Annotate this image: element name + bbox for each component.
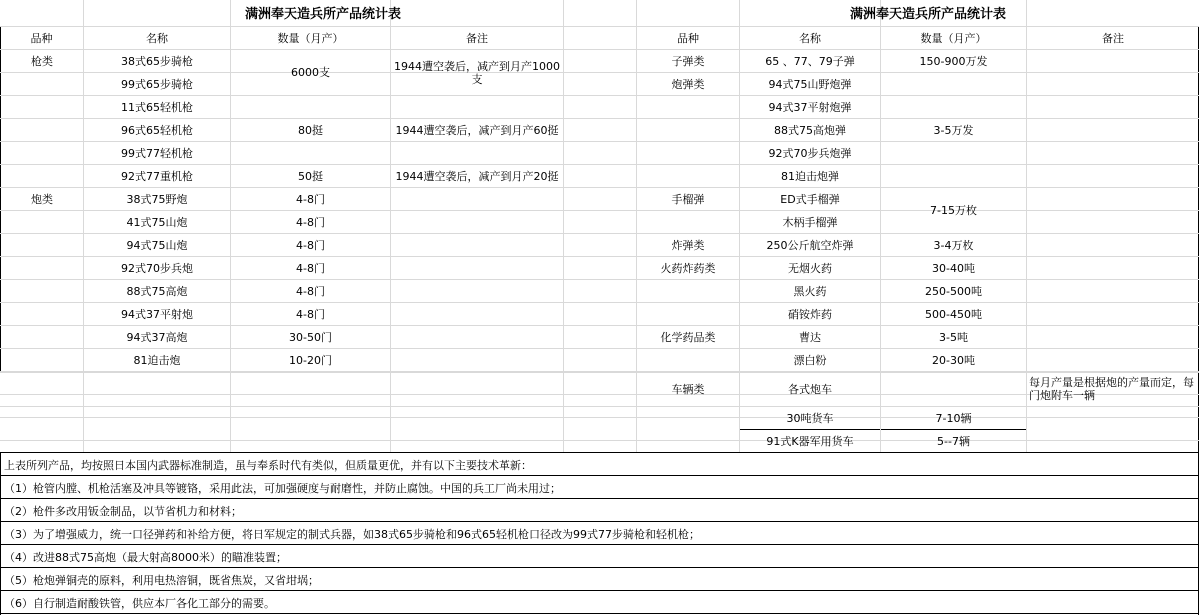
- right-quantity: 7-10辆: [935, 411, 972, 425]
- left-quantity: 4-8门: [296, 238, 325, 252]
- right-category: 手榴弹: [671, 192, 705, 206]
- left-name: 11式65轻机枪: [121, 100, 193, 114]
- right-header-remark: 备注: [1102, 31, 1124, 45]
- grid-line: [0, 372, 1199, 373]
- merge-mask: [637, 349, 739, 350]
- right-name: 漂白粉: [793, 353, 827, 367]
- right-name: ED式手榴弹: [780, 192, 840, 206]
- left-quantity: 4-8门: [296, 192, 325, 206]
- right-category: 火药炸药类: [660, 261, 716, 275]
- right-quantity: 250-500吨: [925, 284, 982, 298]
- note-line: （3）为了增强威力，统一口径弹药和补给方便，将日军规定的制式兵器，如38式65步骑枪和96式65轻机枪口径改为99式77步骑枪和轻机枪；: [4, 527, 700, 541]
- right-quantity: 500-450吨: [925, 307, 982, 321]
- left-category-artillery: 炮类: [31, 192, 53, 206]
- left-name: 41式75山炮: [126, 215, 188, 229]
- right-name: 250公斤航空炸弹: [766, 238, 854, 252]
- right-quantity: 7-15万枚: [930, 204, 977, 217]
- note-line: （6）自行制造耐酸铁管，供应本厂各化工部分的需要。: [4, 596, 275, 610]
- right-category: 炸弹类: [671, 238, 705, 252]
- right-category: 炮弹类: [671, 77, 705, 91]
- merge-mask: [637, 119, 739, 120]
- note-line: （1）枪管内膛、机枪活塞及冲具等镀铬，采用此法，可加强硬度与耐磨性，并防止腐蚀。中国的兵工厂尚未用过；: [4, 481, 561, 495]
- right-name: 94式37平射炮弹: [768, 100, 852, 114]
- right-quantity: 3-5万发: [933, 123, 974, 137]
- left-category-guns: 枪类: [31, 54, 53, 68]
- left-remark: 1944遭空袭后，减产到月产60挺: [395, 123, 559, 137]
- right-quantity: 30-40吨: [932, 261, 975, 275]
- note-line: （2）枪件多改用钣金制品，以节省机力和材料；: [4, 504, 242, 518]
- right-quantity: 20-30吨: [932, 353, 975, 367]
- left-remark: 1944遭空袭后，减产到月产1000支: [394, 59, 560, 86]
- merge-mask: [637, 407, 739, 408]
- left-header-quantity: 数量（月产）: [277, 31, 344, 45]
- left-header-category: 品种: [30, 31, 53, 45]
- left-quantity: 4-8门: [296, 215, 325, 229]
- left-remark: 1944遭空袭后，减产到月产20挺: [395, 169, 559, 183]
- left-name: 81迫击炮: [133, 353, 181, 367]
- table-border: [0, 26, 1, 372]
- merge-mask: [637, 303, 739, 304]
- right-remark: 每月产量是根据炮的产量而定，每门炮附车一辆: [1029, 376, 1194, 402]
- left-name: 92式77重机枪: [121, 169, 193, 183]
- grid-line: [0, 371, 1199, 372]
- merge-mask: [637, 96, 739, 97]
- right-name: 88式75高炮弹: [774, 123, 846, 137]
- left-table-title: 满洲奉天造兵所产品统计表: [244, 7, 401, 22]
- left-quantity: 10-20门: [289, 353, 332, 367]
- right-quantity: 5--7辆: [937, 434, 970, 448]
- left-name: 94式37高炮: [126, 330, 188, 344]
- right-name: 曹达: [799, 330, 821, 344]
- left-name: 94式75山炮: [126, 238, 188, 252]
- table-border: [739, 452, 1027, 453]
- right-quantity: 3-5吨: [939, 330, 968, 344]
- right-name: 94式75山野炮弹: [768, 77, 852, 91]
- left-quantity: 4-8门: [296, 261, 325, 275]
- right-name: 65 、77、79子弹: [765, 54, 855, 68]
- right-header-category: 品种: [677, 31, 699, 45]
- note-line: 上表所列产品，均按照日本国内武器标准制造，虽与奉系时代有类似，但质量更优，并有以下主要技术革新：: [4, 458, 532, 472]
- right-name: 91式K器军用货车: [766, 434, 854, 448]
- grid-line: [563, 0, 564, 452]
- right-quantity: 3-4万枚: [933, 238, 974, 252]
- left-quantity: 80挺: [298, 123, 323, 137]
- left-name: 94式37平射炮: [121, 307, 193, 321]
- right-category: 子弹类: [671, 54, 705, 68]
- note-line: （5）枪炮弹铜壳的原料，利用电热溶铜，既省焦炭，又省坩埚；: [4, 573, 319, 587]
- left-quantity: 4-8门: [296, 307, 325, 321]
- left-name: 38式75野炮: [126, 192, 188, 206]
- left-header-name: 名称: [146, 31, 168, 45]
- merge-mask: [637, 165, 739, 166]
- merge-mask: [637, 430, 739, 431]
- left-quantity: 50挺: [298, 169, 323, 183]
- right-category: 车辆类: [671, 382, 705, 396]
- right-quantity: 150-900万发: [919, 54, 988, 68]
- left-quantity: 30-50门: [289, 330, 332, 344]
- right-name: 各式炮车: [788, 382, 832, 396]
- right-category: 化学药品类: [660, 330, 716, 344]
- right-name: 30吨货车: [786, 411, 834, 425]
- right-header-quantity: 数量（月产）: [920, 31, 987, 45]
- right-table-title: 满洲奉天造兵所产品统计表: [849, 7, 1006, 22]
- right-name: 硝铵炸药: [788, 307, 832, 321]
- right-name: 无烟火药: [788, 261, 832, 275]
- right-name: 黑火药: [793, 284, 827, 298]
- right-name: 92式70步兵炮弹: [768, 146, 852, 160]
- merge-mask: [637, 280, 739, 281]
- right-name: 木柄手榴弹: [782, 215, 838, 229]
- left-name: 99式77轻机枪: [121, 146, 193, 160]
- left-name: 96式65轻机枪: [121, 123, 193, 137]
- left-name: 38式65步骑枪: [121, 54, 193, 68]
- left-header-remark: 备注: [466, 31, 488, 45]
- left-quantity: 6000支: [291, 66, 330, 79]
- left-quantity: 4-8门: [296, 284, 325, 298]
- left-name: 99式65步骑枪: [121, 77, 193, 91]
- right-name: 81迫击炮弹: [781, 169, 839, 183]
- note-line: （4）改进88式75高炮（最大射高8000米）的瞄准装置；: [4, 550, 287, 564]
- left-name: 92式70步兵炮: [121, 261, 193, 275]
- left-name: 88式75高炮: [126, 284, 188, 298]
- grid-line: [390, 0, 391, 452]
- merge-mask: [637, 142, 739, 143]
- merge-mask: [637, 211, 739, 212]
- grid-line: [0, 394, 1199, 395]
- right-header-name: 名称: [799, 31, 821, 45]
